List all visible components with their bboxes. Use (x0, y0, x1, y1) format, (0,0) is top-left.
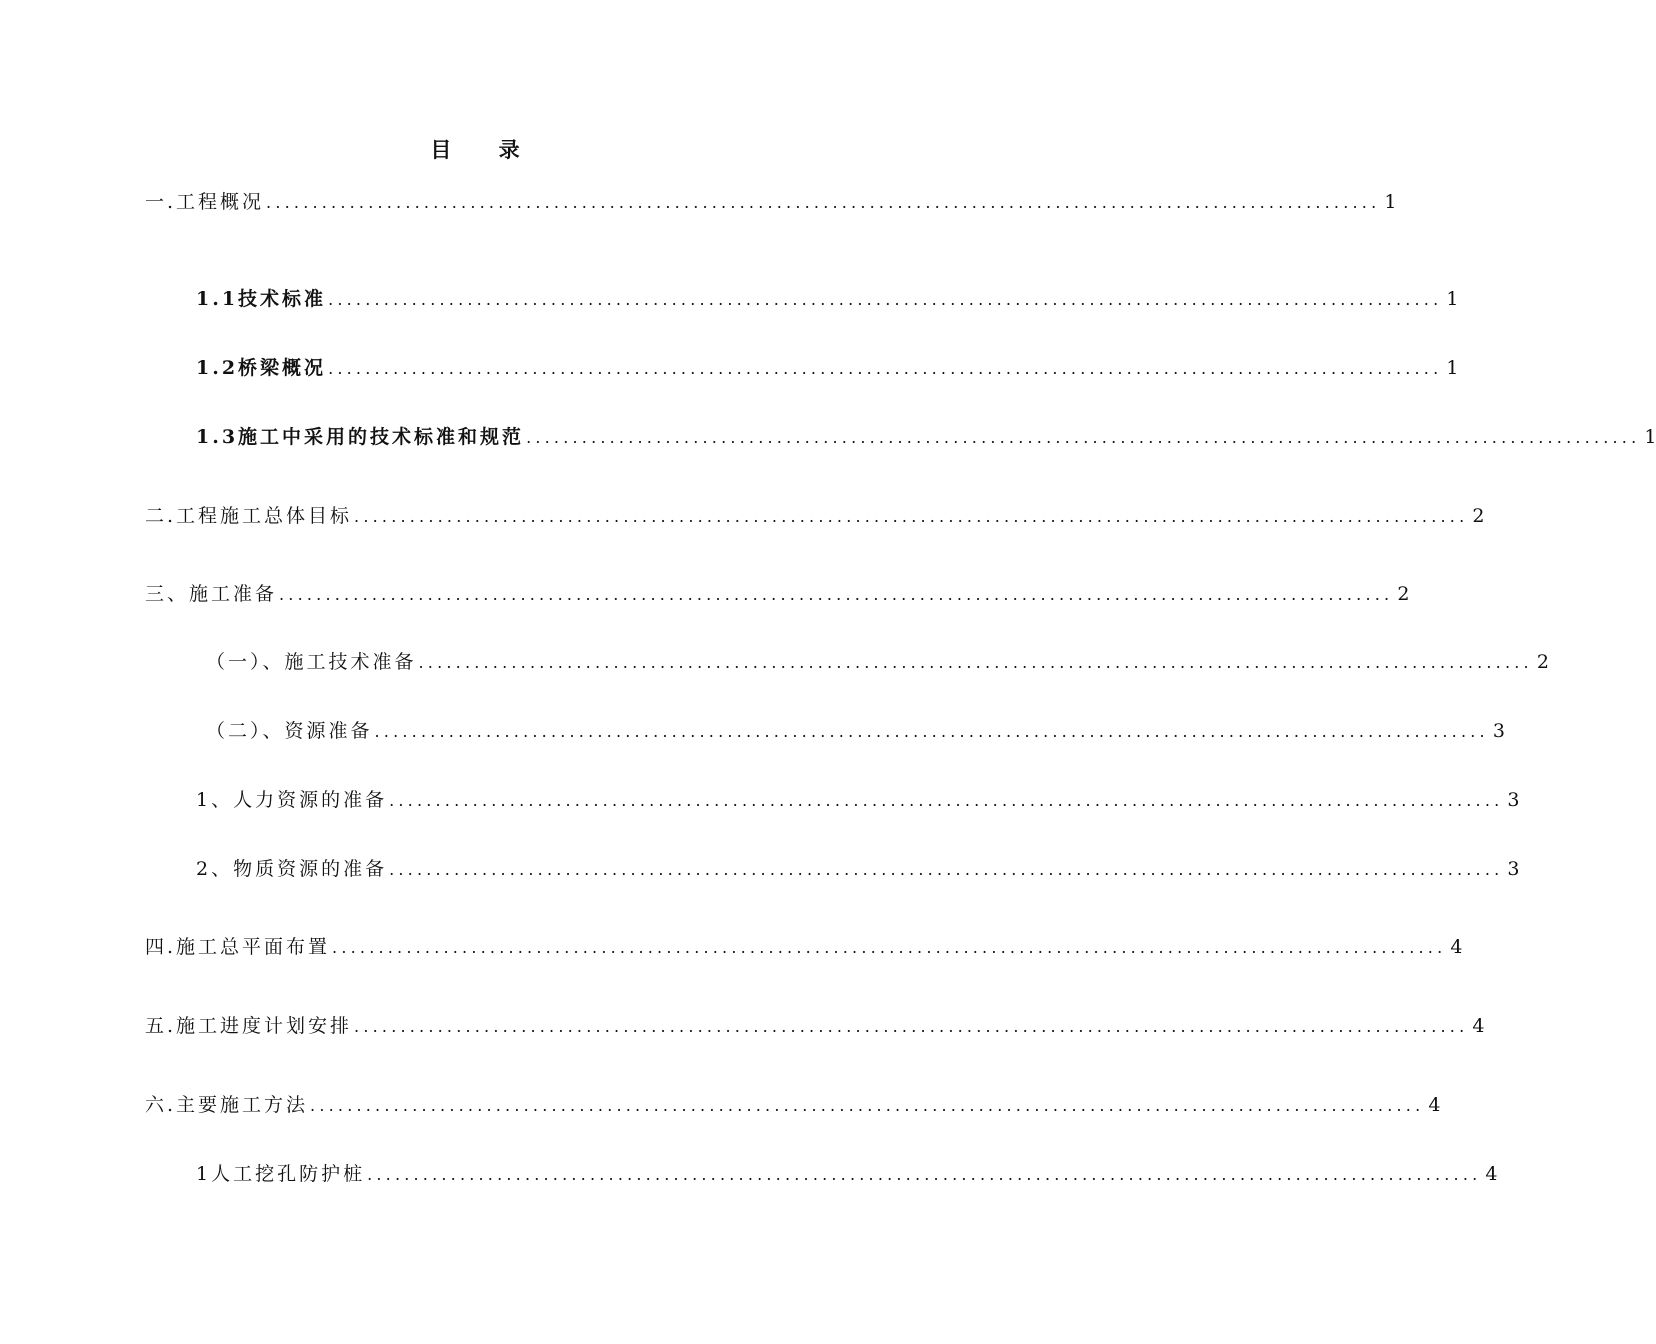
toc-page-number: 1 (1644, 426, 1656, 448)
toc-leader-dots: ........................................................................................................................ (367, 1165, 1482, 1184)
toc-entry-label: （二）、资源准备 (206, 720, 373, 742)
toc-entry[interactable] (145, 580, 1410, 608)
toc-entry-label: 1.1技术标准 (196, 288, 327, 310)
toc-page-number: 1 (1446, 288, 1459, 310)
toc-page-number: 2 (1397, 583, 1410, 605)
toc-leader-dots: ........................................................................................................................ (389, 860, 1504, 879)
toc-page-number: 3 (1507, 858, 1520, 880)
toc-title: 目 录 (430, 137, 540, 162)
toc-leader-dots: ........................................................................................................................ (418, 653, 1533, 672)
toc-page-number: 1 (1384, 191, 1397, 213)
toc-entry[interactable] (196, 786, 1520, 814)
toc-entry-label: 五.施工进度计划安排 (145, 1015, 353, 1037)
toc-page-number: 1 (1446, 357, 1459, 379)
toc-leader-dots: ........................................................................................................................ (328, 290, 1443, 309)
toc-entry[interactable] (196, 354, 1459, 382)
toc-entry-label: 2、物质资源的准备 (196, 858, 388, 880)
toc-page-number: 4 (1428, 1094, 1441, 1116)
toc-entry-label: 六.主要施工方法 (145, 1094, 309, 1116)
toc-page-number: 4 (1485, 1163, 1498, 1185)
toc-entry[interactable] (206, 717, 1505, 745)
toc-entry[interactable] (196, 1160, 1498, 1188)
toc-leader-dots: ........................................................................................................................ (526, 428, 1641, 447)
toc-entry-label: 1.2桥梁概况 (196, 357, 327, 379)
toc-entry[interactable] (145, 933, 1463, 961)
toc-leader-dots: ........................................................................................................................ (374, 722, 1489, 741)
toc-page-number: 4 (1472, 1015, 1485, 1037)
toc-entry[interactable] (145, 502, 1485, 530)
toc-entry-label: 三、施工准备 (145, 583, 278, 605)
toc-leader-dots: ........................................................................................................................ (279, 585, 1394, 604)
toc-entry-label: 一.工程概况 (145, 191, 265, 213)
toc-leader-dots: ........................................................................................................................ (389, 791, 1504, 810)
toc-entry[interactable] (196, 855, 1520, 883)
toc-leader-dots: ........................................................................................................................ (354, 1017, 1469, 1036)
toc-entry-label: 1人工挖孔防护桩 (196, 1163, 366, 1185)
toc-entry[interactable] (145, 1091, 1441, 1119)
toc-page-number: 4 (1450, 936, 1463, 958)
toc-page-number: 3 (1507, 789, 1520, 811)
toc-page-number: 3 (1492, 720, 1505, 742)
toc-entry-label: 二.工程施工总体目标 (145, 505, 353, 527)
toc-leader-dots: ........................................................................................................................ (332, 938, 1447, 957)
toc-leader-dots: ........................................................................................................................ (354, 507, 1469, 526)
toc-leader-dots: ........................................................................................................................ (310, 1096, 1425, 1115)
toc-leader-dots: ........................................................................................................................ (328, 359, 1443, 378)
toc-entry-label: 1.3施工中采用的技术标准和规范 (196, 426, 525, 448)
toc-entry-label: 1、人力资源的准备 (196, 789, 388, 811)
toc-entry-label: 四.施工总平面布置 (145, 936, 331, 958)
toc-entry-label: （一）、施工技术准备 (206, 651, 417, 673)
toc-page-number: 2 (1536, 651, 1549, 673)
toc-entry[interactable] (145, 1012, 1485, 1040)
toc-entry[interactable] (206, 648, 1549, 676)
toc-entry[interactable] (196, 423, 1656, 451)
toc-entry[interactable] (145, 188, 1397, 216)
toc-page-number: 2 (1472, 505, 1485, 527)
toc-leader-dots: ........................................................................................................................ (266, 193, 1381, 212)
toc-entry[interactable] (196, 285, 1459, 313)
